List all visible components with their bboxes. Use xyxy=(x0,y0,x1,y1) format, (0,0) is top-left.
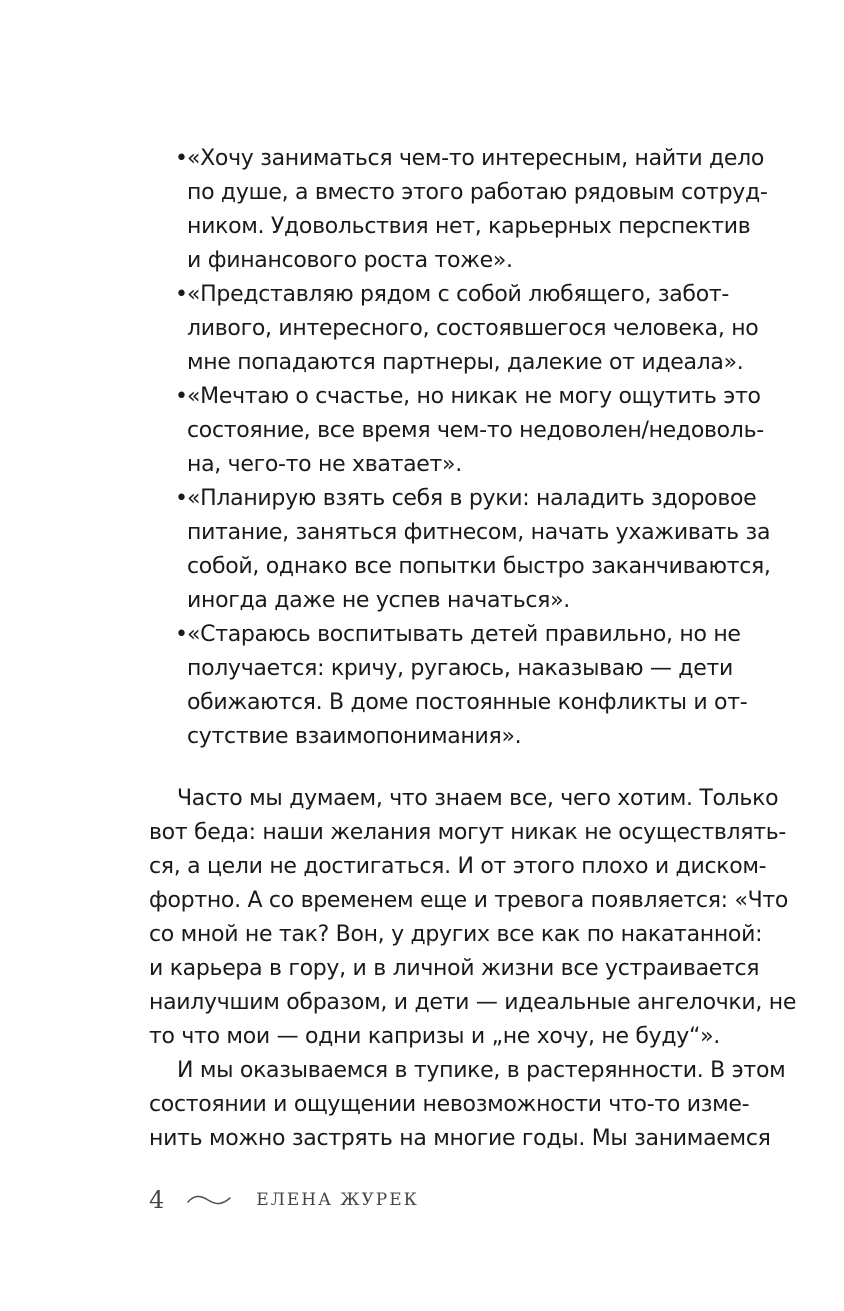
author-name: ЕЛЕНА ЖУРЕК xyxy=(256,1190,419,1210)
text-line: мне попадаются партнеры, далекие от идеала». xyxy=(187,350,744,375)
text-line: со мной не так? Вон, у других все как по накатанной: xyxy=(149,922,763,947)
bullet-marker: • xyxy=(175,146,188,171)
list-item xyxy=(175,278,759,380)
text-line: на, чего-то не хватает». xyxy=(187,452,462,477)
list-item xyxy=(175,618,748,754)
text-line: «Планирую взять себя в руки: наладить здоровое xyxy=(187,486,757,511)
text-line: по душе, а вместо этого работаю рядовым сотруд- xyxy=(187,180,768,205)
body-text xyxy=(149,782,797,1156)
text-line: наилучшим образом, и дети — идеальные ангелочки, не xyxy=(149,990,797,1015)
bullet-marker: • xyxy=(175,622,188,647)
paragraph xyxy=(149,1054,786,1156)
text-line: и финансового роста тоже». xyxy=(187,248,513,273)
text-line: и карьера в гору, и в личной жизни все устраивается xyxy=(149,956,760,981)
bullet-list xyxy=(175,142,771,754)
text-line: сутствие взаимопонимания». xyxy=(187,724,522,749)
list-item xyxy=(175,142,768,278)
list-item xyxy=(175,380,764,482)
text-line: «Стараюсь воспитывать детей правильно, но не xyxy=(187,622,741,647)
text-line: получается: кричу, ругаюсь, наказываю — дети xyxy=(187,656,733,681)
bullet-marker: • xyxy=(175,282,188,307)
text-line: «Представляю рядом с собой любящего, забот- xyxy=(187,282,730,307)
text-line: состоянии и ощущении невозможности что-то изме- xyxy=(149,1092,750,1117)
text-line: питание, заняться фитнесом, начать ухаживать за xyxy=(187,520,771,545)
paragraph xyxy=(149,782,797,1054)
text-line: фортно. А со временем еще и тревога появляется: «Что xyxy=(149,888,789,913)
bullet-marker: • xyxy=(175,486,188,511)
page-footer xyxy=(149,1180,419,1220)
text-line: собой, однако все попытки быстро заканчиваются, xyxy=(187,554,771,579)
text-line: вот беда: наши желания могут никак не осуществлять- xyxy=(149,820,787,845)
text-line: Часто мы думаем, что знаем все, чего хотим. Только xyxy=(177,786,779,811)
list-item xyxy=(175,482,771,618)
text-line: ником. Удовольствия нет, карьерных перспектив xyxy=(187,214,751,239)
text-line: «Хочу заниматься чем-то интересным, найти дело xyxy=(187,146,765,171)
text-line: состояние, все время чем-то недоволен/недоволь- xyxy=(187,418,764,443)
bullet-marker: • xyxy=(175,384,188,409)
text-line: обижаются. В доме постоянные конфликты и от- xyxy=(187,690,748,715)
text-line: нить можно застрять на многие годы. Мы занимаемся xyxy=(149,1126,771,1151)
text-line: то что мои — одни капризы и „не хочу, не буду“». xyxy=(149,1024,720,1049)
text-line: ливого, интересного, состоявшегося человека, но xyxy=(187,316,759,341)
text-line: И мы оказываемся в тупике, в растерянности. В этом xyxy=(177,1058,786,1083)
page-number: 4 xyxy=(149,1186,165,1214)
text-line: «Мечтаю о счастье, но никак не могу ощутить это xyxy=(187,384,761,409)
text-line: ся, а цели не достигаться. И от этого плохо и диском- xyxy=(149,854,767,879)
tilde-ornament-icon xyxy=(186,1193,232,1207)
text-line: иногда даже не успев начаться». xyxy=(187,588,570,613)
